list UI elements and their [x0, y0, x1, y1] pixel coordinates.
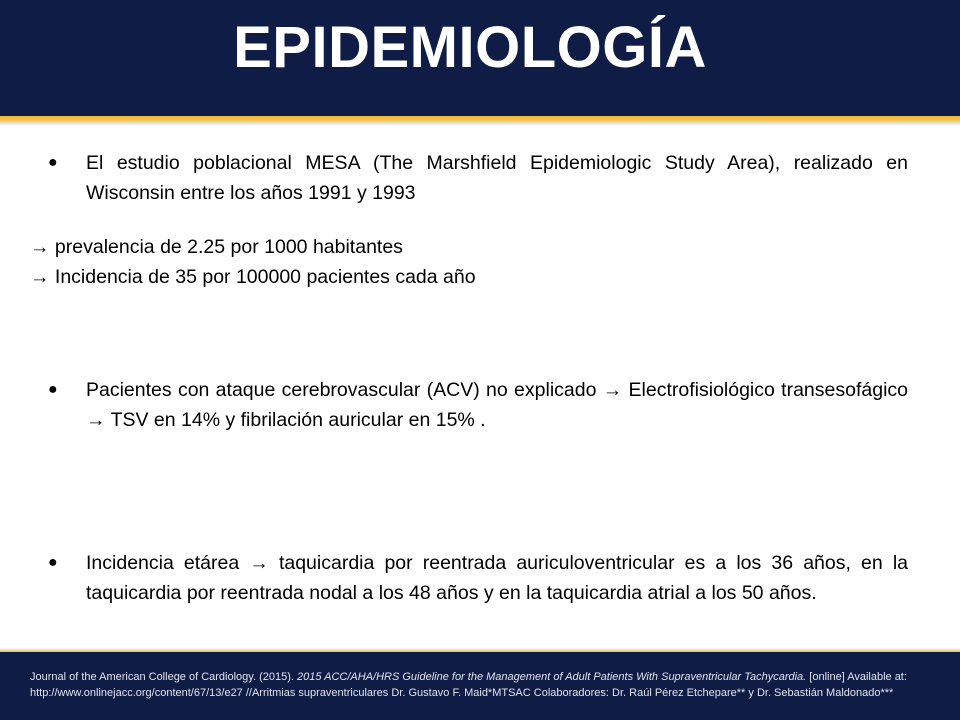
prevalence-lines — [30, 232, 476, 292]
bullet-acv-patients — [48, 375, 908, 435]
citation-title: 2015 ACC/AHA/HRS Guideline for the Management of Adult Patients With Supraventricular Tachycardia. — [297, 671, 807, 683]
bullet-dot-icon: ● — [48, 554, 58, 571]
bullet-dot-icon: ● — [48, 154, 58, 171]
bullet-age-incidence — [48, 548, 908, 608]
prevalence-line: → prevalencia de 2.25 por 1000 habitantes — [30, 236, 403, 258]
bullet-text: Pacientes con ataque cerebrovascular (ACV) no explicado → Electrofisiológico transesofágico → TSV en 14% y fibrilación auricular en 15% . — [86, 379, 908, 431]
incidence-line: → Incidencia de 35 por 100000 pacientes cada año — [30, 266, 476, 288]
bullet-text: El estudio poblacional MESA (The Marshfield Epidemiologic Study Area), realizado en Wisconsin entre los años 1991 y 1993 — [86, 152, 908, 204]
header-gold-stripe — [0, 116, 960, 126]
bullet-text: Incidencia etárea → taquicardia por reentrada auriculoventricular es a los 36 años, en la taquicardia por reentrada nodal a los 48 años y en la taquicardia atrial a los 50 años. — [86, 552, 908, 604]
citation-suffix: [online] Available at: http://www.onlinejacc.org/content/67/13/e27 //Arritmias supraventriculares Dr. Gustavo F. Maid*MTSAC Colaboradores: Dr. Raúl Pérez Etchepare** y Dr. Sebastián Maldonado*** — [30, 671, 907, 699]
citation-text — [30, 669, 935, 701]
bullet-mesa-study — [48, 148, 908, 208]
citation-prefix: Journal of the American College of Cardiology. (2015). — [30, 671, 297, 683]
slide-title: EPIDEMIOLOGÍA — [233, 15, 707, 80]
bullet-dot-icon: ● — [48, 381, 58, 398]
